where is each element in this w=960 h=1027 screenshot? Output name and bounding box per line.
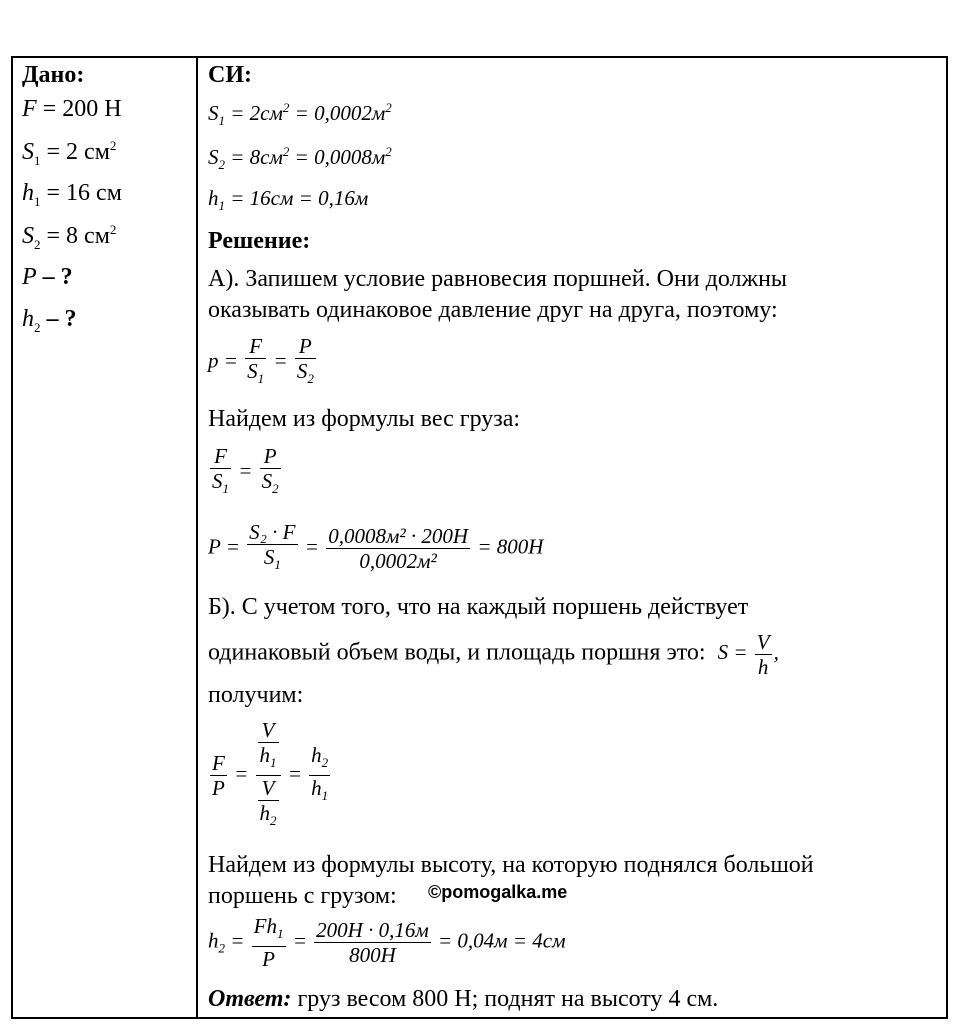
part-b-line-3: получим:: [208, 682, 304, 708]
formula-weight: P = $\frac{\text{S₂ · F}}{S_1}$ = $\frac{\text{0,0008м² · 200Н}}{\text{0,0002м²}}$ = 800Н: [208, 520, 544, 574]
given-area-2: $S_2 = 8$ $см^2$: [22, 222, 117, 252]
formula-height-ratio: $\frac{F}{P}$ = $\frac{\frac{V}{h_1}}{\frac{V}{h_2}}$ = $\frac{h_2}{h_1}$: [212, 718, 329, 829]
find-weight-text: Найдем из формулы вес груза:: [208, 406, 521, 432]
part-a-line-1: А). Запишем условие равновесия поршней. Они должны: [208, 266, 788, 292]
given-header: Дано:: [22, 62, 85, 88]
find-height-line-1: Найдем из формулы высоту, на которую поднялся большой: [208, 852, 814, 878]
answer-line: Ответ: груз весом 800 Н; поднят на высоту 4 см.: [208, 986, 719, 1012]
given-area-1: $S_1 = 2$ $см^2$: [22, 138, 117, 168]
si-height-1: $h_1 = 16см = 0,16м$: [208, 186, 369, 214]
formula-pressure-equality: p = $\frac{F}{S_1}$ = $\frac{P}{S_2}$: [208, 334, 314, 387]
watermark: ©pomogalka.me: [428, 882, 568, 902]
given-unknown-height: $h_2$ – ?: [22, 306, 77, 335]
given-column: [22, 60, 192, 335]
solution-header: Решение:: [208, 228, 311, 254]
part-a-line-2: оказывать одинаковое давление друг на друга, поэтому:: [208, 297, 778, 323]
column-divider: [196, 56, 198, 1019]
part-b-line-1: Б). С учетом того, что на каждый поршень действует: [208, 594, 749, 620]
part-b-line-2: одинаковый объем воды, и площадь поршня это: S = $\frac{V}{h}$ ,: [208, 630, 779, 679]
si-header: СИ:: [208, 62, 252, 88]
given-height-1: $h_1 = 16$ см: [22, 180, 122, 209]
formula-ratio: $\frac{F}{S_1}$ = $\frac{P}{S_2}$: [212, 444, 279, 497]
formula-height: $h_2$ = $\frac{Fh_1}{P}$ = $\frac{200Н \cdot 0,16м}{800Н}$ = 0,04м = 4см: [208, 914, 566, 972]
si-area-2: $S_2 = 8см^2 = 0,0008м^2$: [208, 144, 392, 173]
find-height-line-2: поршень с грузом:: [208, 883, 397, 909]
given-force: F = 200 Н: [22, 96, 122, 122]
si-area-1: $S_1 = 2см^2 = 0,0002м^2$: [208, 100, 392, 129]
given-unknown-weight: P – ?: [22, 264, 73, 290]
